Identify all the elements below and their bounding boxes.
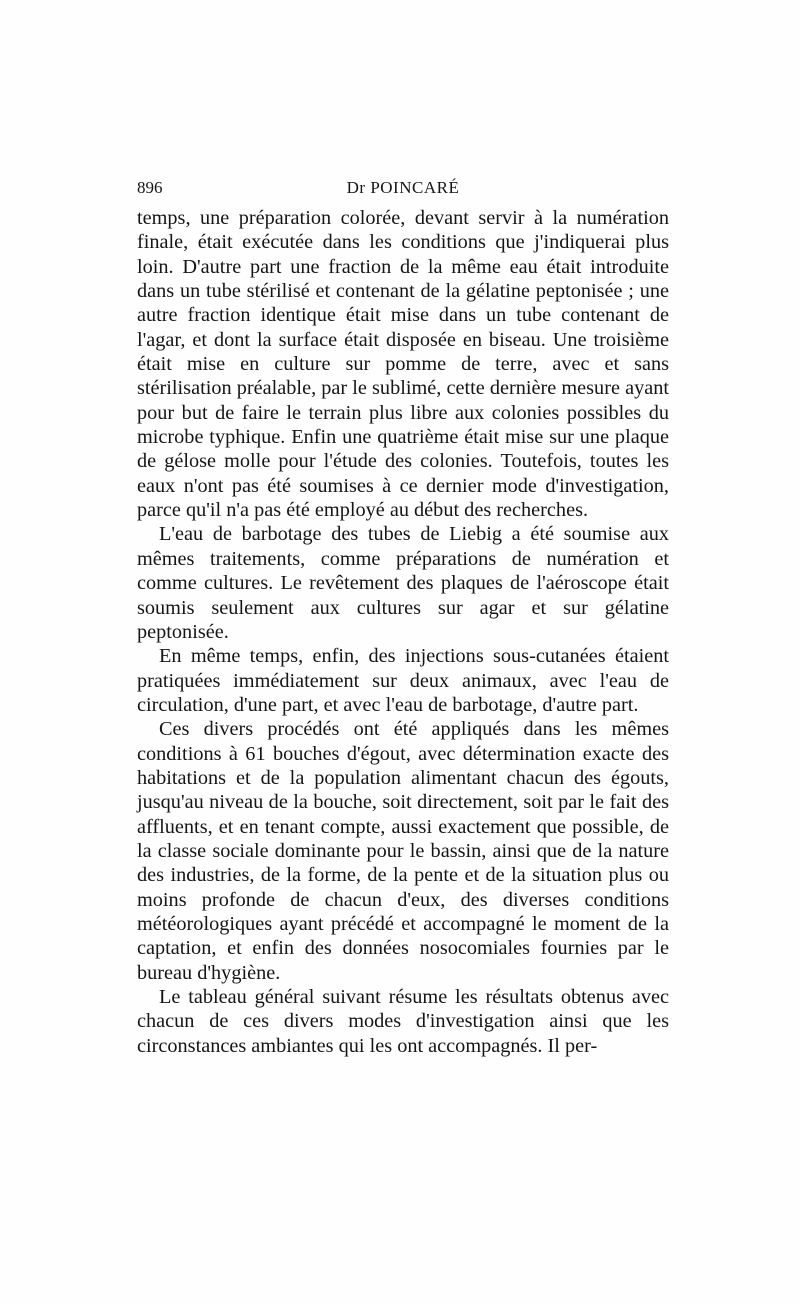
page-number: 896 xyxy=(137,178,163,197)
paragraph-5: Le tableau général suivant résume les résultats obtenus avec chacun de ces divers modes d'investigation ainsi que les circonstances ambiantes qui les ont accompagnés. Il per- xyxy=(137,986,669,1057)
paragraph-3: En même temps, enfin, des injections sous-cutanées étaient pratiquées immédiatement sur deux animaux, avec l'eau de circulation, d'une part, et avec l'eau de barbotage, d'autre part. xyxy=(137,645,669,716)
page-header xyxy=(137,178,669,202)
running-head: Dr POINCARÉ xyxy=(346,178,460,197)
body-text xyxy=(137,206,669,1058)
paragraph-4: Ces divers procédés ont été appliqués dans les mêmes conditions à 61 bouches d'égout, avec détermination exacte des habitations et de la population alimentant chacun des égouts, jusqu'au niveau de la bouche, soit directement, soit par le fait des affluents, et en tenant compte, aussi exactement que possible, de la classe sociale dominante pour le bassin, ainsi que de la nature des industries, de la forme, de la pente et de la situation plus ou moins profonde de chacun d'eux, des diverses conditions météorologiques ayant précédé et accompagné le moment de la captation, et enfin des données nosocomiales fournies par le bureau d'hygiène. xyxy=(137,718,669,984)
paragraph-2: L'eau de barbotage des tubes de Liebig a été soumise aux mêmes traitements, comme préparations de numération et comme cultures. Le revêtement des plaques de l'aéroscope était soumis seulement aux cultures sur agar et sur gélatine peptonisée. xyxy=(137,523,669,643)
paragraph-1: temps, une préparation colorée, devant servir à la numération finale, était exécutée dans les conditions que j'indiquerai plus loin. D'autre part une fraction de la même eau était introduite dans un tube stérilisé et contenant de la gélatine peptonisée ; une autre fraction identique était mise dans un tube contenant de l'agar, et dont la surface était disposée en biseau. Une troisième était mise en culture sur pomme de terre, avec et sans stérilisation préalable, par le sublimé, cette dernière mesure ayant pour but de faire le terrain plus libre aux colonies possibles du microbe typhique. Enfin une quatrième était mise sur une plaque de gélose molle pour l'étude des colonies. Toutefois, toutes les eaux n'ont pas été soumises à ce dernier mode d'investigation, parce qu'il n'a pas été employé au début des recherches. xyxy=(137,207,669,522)
